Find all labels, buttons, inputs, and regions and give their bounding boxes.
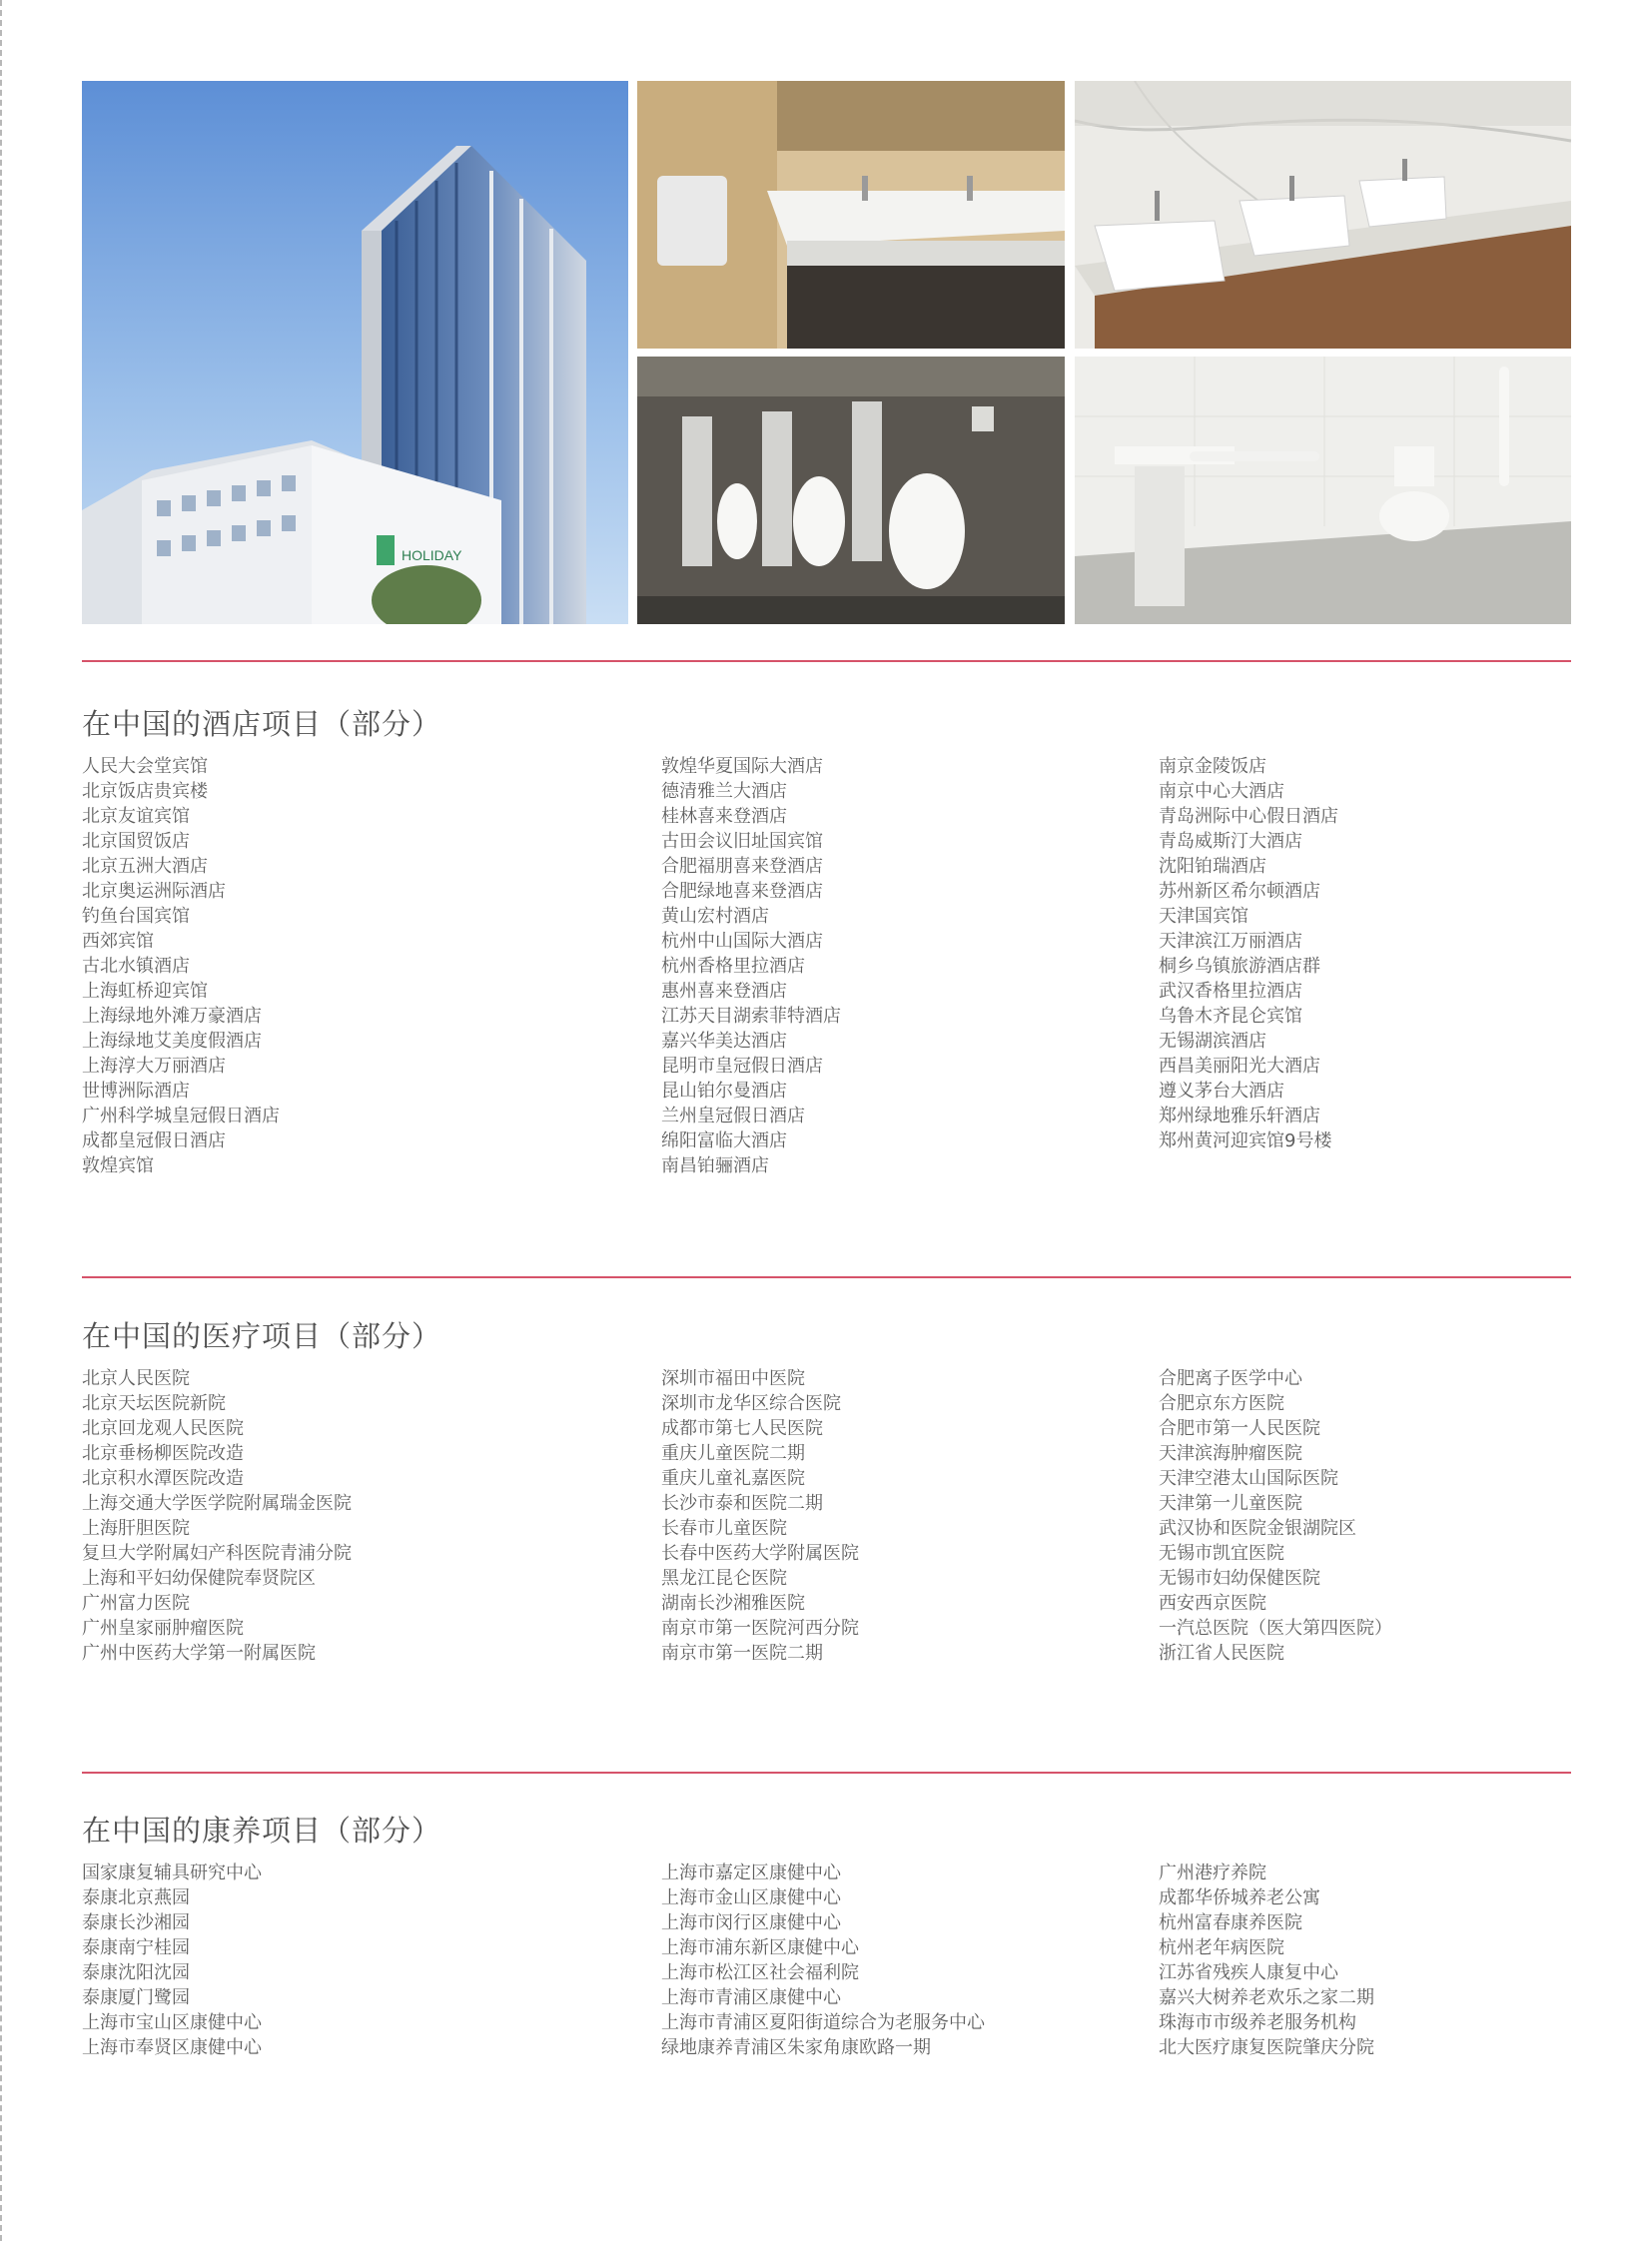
project-list-item: 无锡湖滨酒店 [1159,1031,1266,1052]
project-list-item: 古田会议旧址国宾馆 [661,831,823,852]
project-list-item: 上海市青浦区夏阳街道综合为老服务中心 [661,2012,985,2033]
project-list-item: 南京金陵饭店 [1159,756,1266,777]
project-list-item: 乌鲁木齐昆仑宾馆 [1159,1006,1302,1027]
project-list-item: 昆明市皇冠假日酒店 [661,1056,823,1077]
project-list-item: 广州皇家丽肿瘤医院 [82,1618,244,1639]
medical-projects-section [82,1316,1571,1664]
project-list-item: 无锡市妇幼保健医院 [1159,1568,1320,1589]
project-list-item: 长沙市泰和医院二期 [661,1493,823,1514]
dashed-cut-line [0,0,2,2241]
project-list-item: 上海市奉贤区康健中心 [82,2037,262,2058]
project-list-item: 天津滨海肿瘤医院 [1159,1443,1302,1464]
urinals-photo [637,357,1065,624]
project-list-item: 北京奥运洲际酒店 [82,881,226,902]
project-list-item: 成都市第七人民医院 [661,1418,823,1439]
project-column [661,1366,859,1666]
project-list-item: 上海绿地外滩万豪酒店 [82,1006,262,1027]
project-list-item: 合肥市第一人民医院 [1159,1418,1320,1439]
project-list-item: 湖南长沙湘雅医院 [661,1593,805,1614]
project-column [1159,1861,1374,2060]
project-list-item: 郑州黄河迎宾馆9号楼 [1159,1130,1332,1151]
project-list-item: 上海淳大万丽酒店 [82,1056,226,1077]
project-list-item: 泰康厦门鹭园 [82,1987,190,2008]
section-divider [82,660,1571,662]
project-list-item: 天津滨江万丽酒店 [1159,931,1302,952]
project-list-item: 北京垂杨柳医院改造 [82,1443,244,1464]
project-list-item: 广州中医药大学第一附属医院 [82,1643,316,1664]
section-divider [82,1276,1571,1278]
project-list-item: 天津国宾馆 [1159,906,1248,927]
project-list-item: 绵阳富临大酒店 [661,1130,787,1151]
project-list-item: 敦煌宾馆 [82,1155,154,1176]
project-list-item: 昆山铂尔曼酒店 [661,1081,787,1102]
project-list-item: 敦煌华夏国际大酒店 [661,756,823,777]
project-list-item: 杭州富春康养医院 [1159,1912,1302,1933]
project-list-item: 武汉香格里拉酒店 [1159,981,1302,1002]
project-list-item: 嘉兴大树养老欢乐之家二期 [1159,1987,1374,2008]
project-list-item: 杭州老年病医院 [1159,1937,1284,1958]
project-column [1159,754,1338,1153]
project-list-item: 南京市第一医院河西分院 [661,1618,859,1639]
section-title: 在中国的酒店项目（部分） [82,707,442,741]
project-list-item: 深圳市福田中医院 [661,1368,805,1389]
project-list-item: 长春中医药大学附属医院 [661,1543,859,1564]
project-list-item: 惠州喜来登酒店 [661,981,787,1002]
project-list-item: 上海市青浦区康健中心 [661,1987,841,2008]
project-list-item: 复旦大学附属妇产科医院青浦分院 [82,1543,352,1564]
project-list-item: 北京天坛医院新院 [82,1393,226,1414]
project-list-item: 合肥绿地喜来登酒店 [661,881,823,902]
project-list-item: 广州科学城皇冠假日酒店 [82,1106,280,1126]
project-list-item: 杭州中山国际大酒店 [661,931,823,952]
project-list-item: 北京友谊宾馆 [82,806,190,827]
wellness-projects-section [82,1811,1571,2058]
project-list-item: 北京积水潭医院改造 [82,1468,244,1489]
project-list-item: 上海和平妇幼保健院奉贤院区 [82,1568,316,1589]
project-list-item: 浙江省人民医院 [1159,1643,1284,1664]
project-list-item: 北京人民医院 [82,1368,190,1389]
project-list-item: 西安西京医院 [1159,1593,1266,1614]
project-list-item: 钓鱼台国宾馆 [82,906,190,927]
project-list-item: 杭州香格里拉酒店 [661,956,805,977]
project-list-item: 天津空港太山国际医院 [1159,1468,1338,1489]
project-list-item: 武汉协和医院金银湖院区 [1159,1518,1356,1539]
svg-text:HOLIDAY: HOLIDAY [402,547,462,563]
project-list-item: 泰康南宁桂园 [82,1937,190,1958]
project-column [1159,1366,1392,1666]
project-list-item: 成都皇冠假日酒店 [82,1130,226,1151]
project-list-item: 北京饭店贵宾楼 [82,781,208,802]
project-list-item: 重庆儿童礼嘉医院 [661,1468,805,1489]
project-list-item: 重庆儿童医院二期 [661,1443,805,1464]
project-list-item: 桐乡乌镇旅游酒店群 [1159,956,1320,977]
project-list-item: 江苏天目湖索菲特酒店 [661,1006,841,1027]
project-list-item: 合肥离子医学中心 [1159,1368,1302,1389]
project-list-item: 世博洲际酒店 [82,1081,190,1102]
project-list-item: 西郊宾馆 [82,931,154,952]
project-list-item: 上海市宝山区康健中心 [82,2012,262,2033]
project-column [661,1861,985,2060]
project-list-item: 黑龙江昆仑医院 [661,1568,787,1589]
hotel-building-photo [82,81,628,624]
project-list-item: 国家康复辅具研究中心 [82,1863,262,1883]
project-list-item: 北京五洲大酒店 [82,856,208,877]
project-list-item: 南昌铂骊酒店 [661,1155,769,1176]
project-list-item: 兰州皇冠假日酒店 [661,1106,805,1126]
project-list-item: 北大医疗康复医院肇庆分院 [1159,2037,1374,2058]
project-list-item: 南京中心大酒店 [1159,781,1284,802]
project-list-item: 天津第一儿童医院 [1159,1493,1302,1514]
project-column [661,754,841,1178]
project-list-item: 上海交通大学医学院附属瑞金医院 [82,1493,352,1514]
project-list-item: 上海绿地艾美度假酒店 [82,1031,262,1052]
project-list-item: 德清雅兰大酒店 [661,781,787,802]
project-list-item: 苏州新区希尔顿酒店 [1159,881,1320,902]
section-title: 在中国的医疗项目（部分） [82,1319,442,1353]
washbasin-counter-photo [637,81,1065,349]
project-list-item: 无锡市凯宜医院 [1159,1543,1284,1564]
project-list-item: 上海市嘉定区康健中心 [661,1863,841,1883]
project-list-item: 黄山宏村酒店 [661,906,769,927]
section-divider [82,1772,1571,1774]
project-list-item: 泰康长沙湘园 [82,1912,190,1933]
project-list-item: 长春市儿童医院 [661,1518,787,1539]
project-list-item: 珠海市市级养老服务机构 [1159,2012,1356,2033]
project-list-item: 南京市第一医院二期 [661,1643,823,1664]
project-list-item: 桂林喜来登酒店 [661,806,787,827]
project-list-item: 人民大会堂宾馆 [82,756,208,777]
project-list-item: 西昌美丽阳光大酒店 [1159,1056,1320,1077]
project-list-item: 上海虹桥迎宾馆 [82,981,208,1002]
project-list-item: 成都华侨城养老公寓 [1159,1887,1320,1908]
project-list-item: 上海肝胆医院 [82,1518,190,1539]
project-list-item: 北京国贸饭店 [82,831,190,852]
project-list-item: 郑州绿地雅乐轩酒店 [1159,1106,1320,1126]
project-list-item: 嘉兴华美达酒店 [661,1031,787,1052]
project-list-item: 青岛威斯汀大酒店 [1159,831,1302,852]
project-list-item: 北京回龙观人民医院 [82,1418,244,1439]
project-column [82,1861,262,2060]
project-list-item: 青岛洲际中心假日酒店 [1159,806,1338,827]
project-list-item: 上海市闵行区康健中心 [661,1912,841,1933]
project-list-item: 上海市浦东新区康健中心 [661,1937,859,1958]
project-list-item: 沈阳铂瑞酒店 [1159,856,1266,877]
vessel-sinks-photo [1075,81,1571,349]
project-list-item: 上海市金山区康健中心 [661,1887,841,1908]
project-column [82,1366,352,1666]
hotel-projects-section [82,704,1571,1176]
project-list-item: 上海市松江区社会福利院 [661,1962,859,1983]
project-column [82,754,280,1178]
project-list-item: 合肥京东方医院 [1159,1393,1284,1414]
project-list-item: 遵义茅台大酒店 [1159,1081,1284,1102]
accessible-restroom-photo [1075,357,1571,624]
project-list-item: 深圳市龙华区综合医院 [661,1393,841,1414]
project-list-item: 一汽总医院（医大第四医院） [1159,1618,1392,1639]
project-list-item: 广州富力医院 [82,1593,190,1614]
project-list-item: 合肥福朋喜来登酒店 [661,856,823,877]
project-list-item: 泰康沈阳沈园 [82,1962,190,1983]
project-list-item: 绿地康养青浦区朱家角康欧路一期 [661,2037,931,2058]
project-list-item: 泰康北京燕园 [82,1887,190,1908]
project-list-item: 广州港疗养院 [1159,1863,1266,1883]
project-list-item: 江苏省残疾人康复中心 [1159,1962,1338,1983]
project-list-item: 古北水镇酒店 [82,956,190,977]
section-title: 在中国的康养项目（部分） [82,1814,442,1848]
